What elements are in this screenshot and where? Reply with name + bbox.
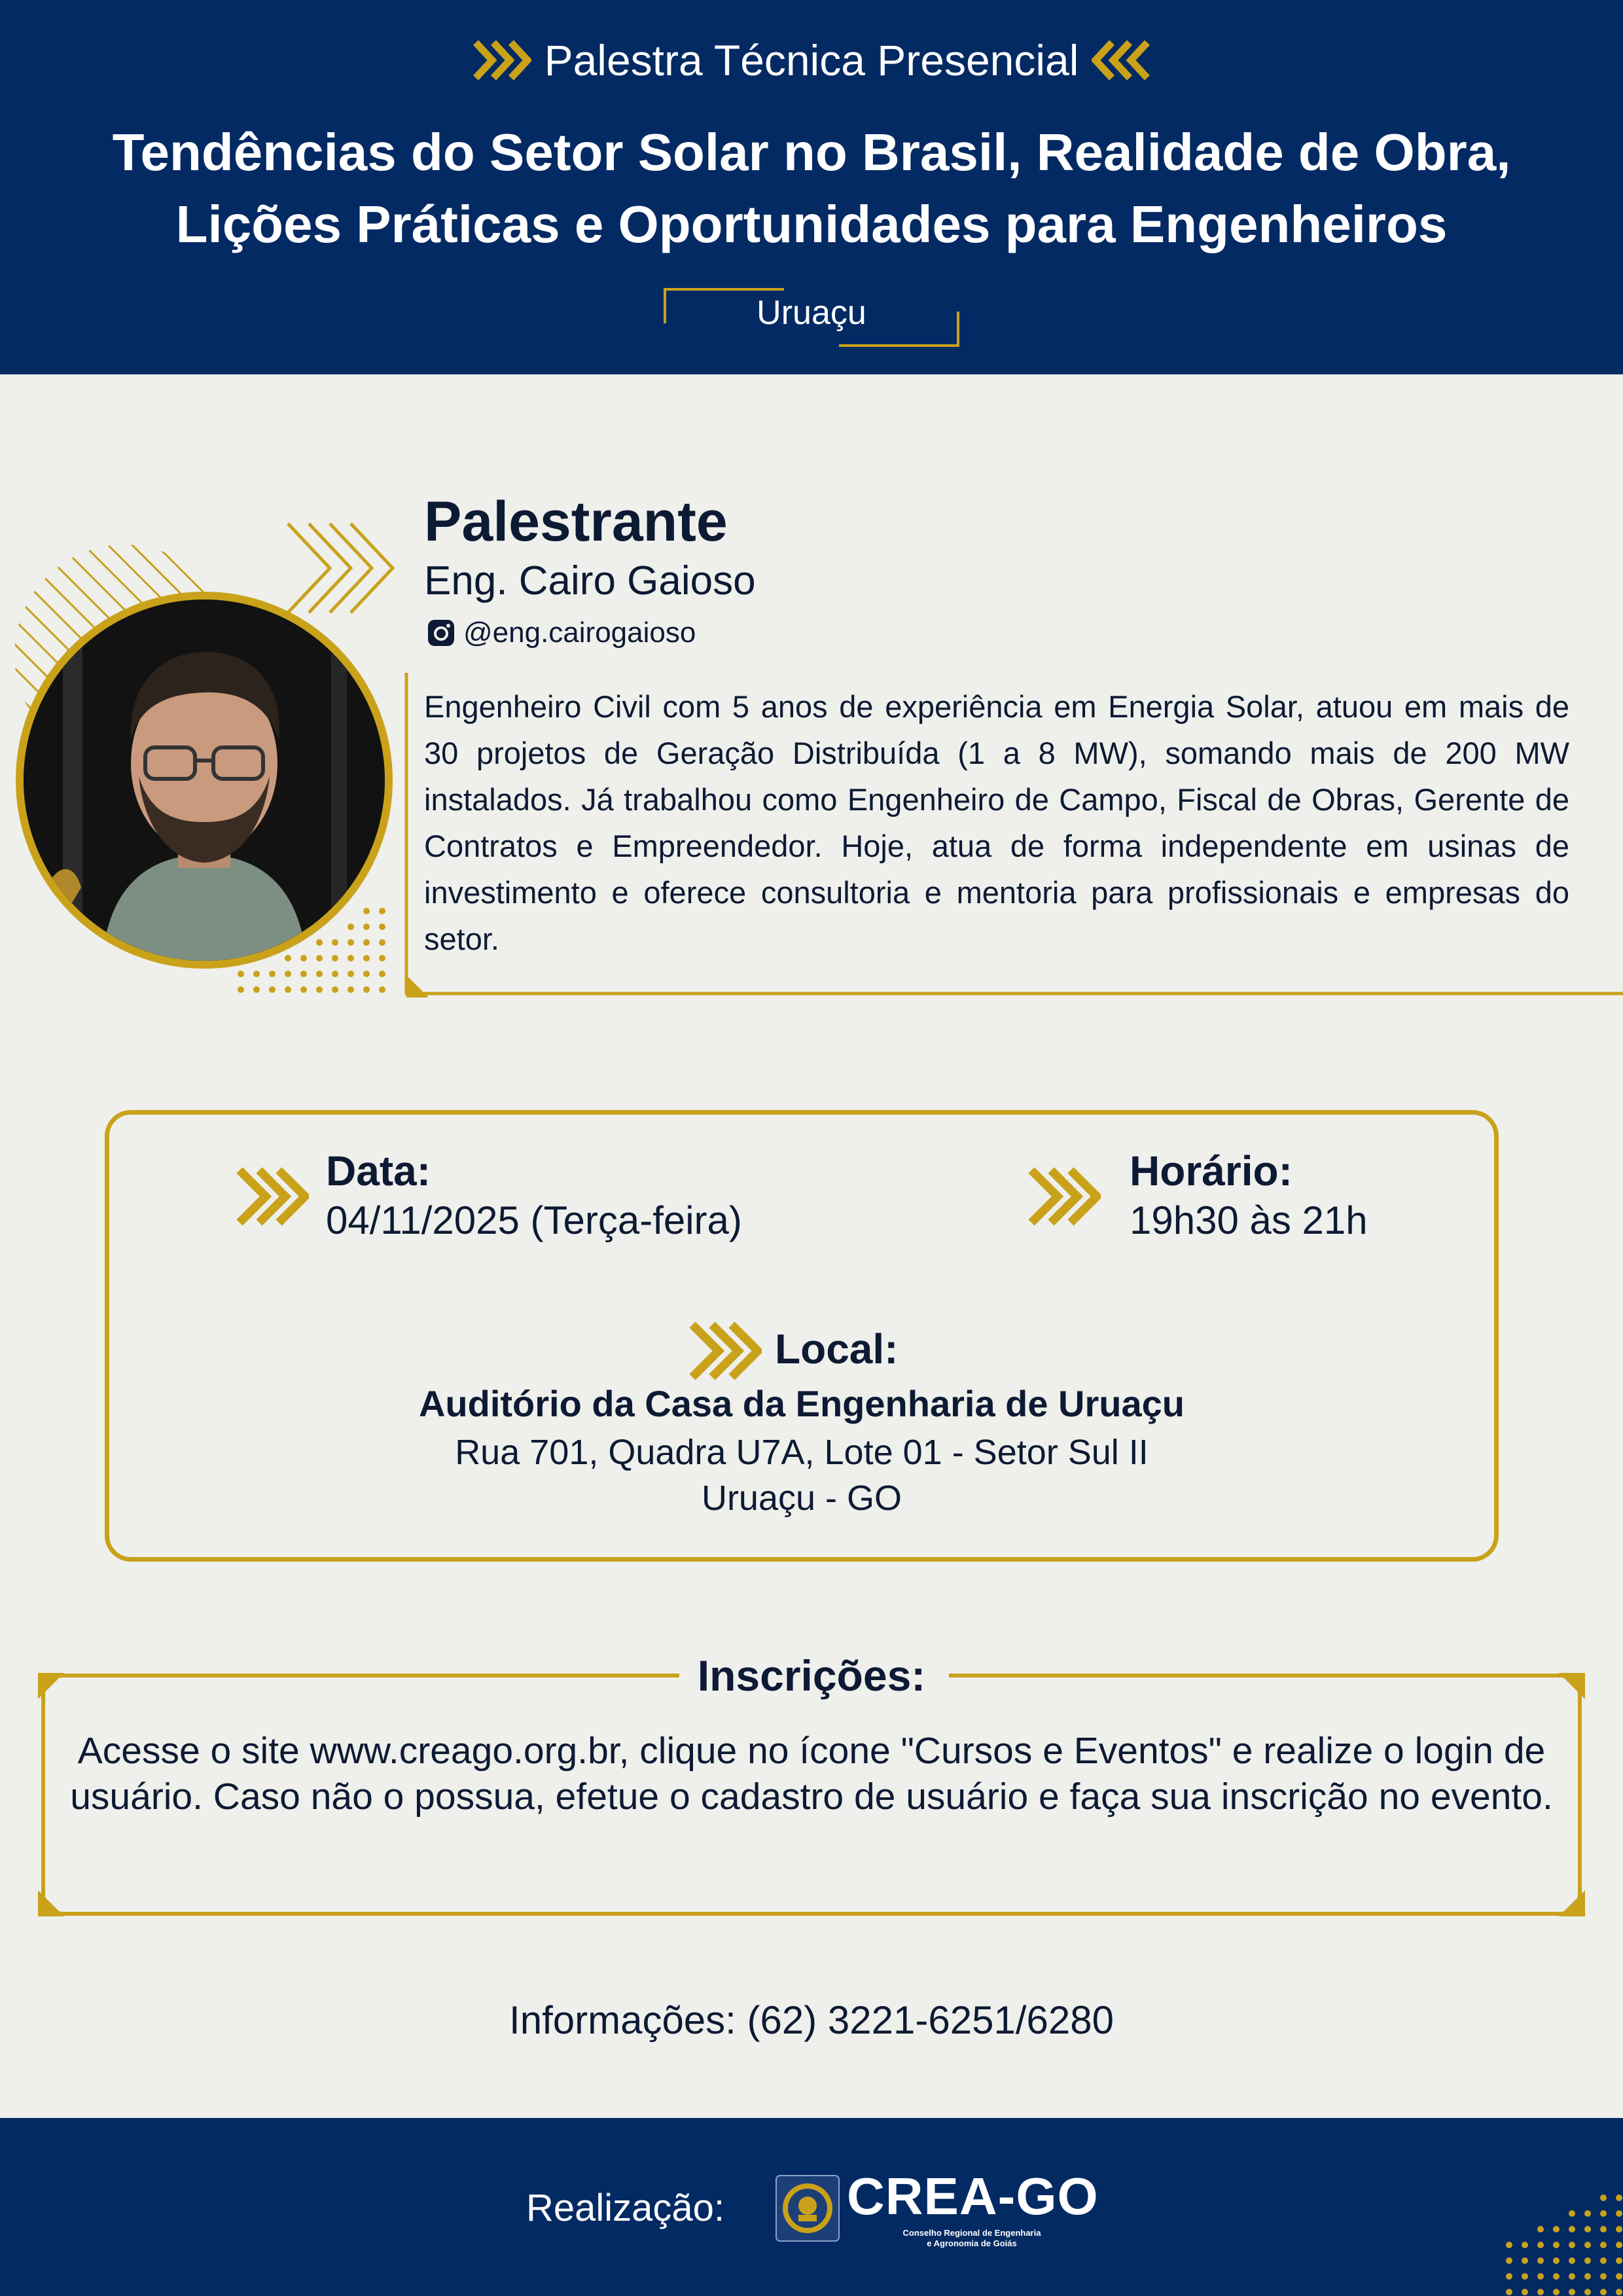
date-chevrons-icon [236, 1165, 309, 1228]
speaker-photo [16, 592, 393, 969]
place-label: Local: [775, 1325, 899, 1372]
crea-logo-subtitle: Conselho Regional de Engenharia e Agronomia de Goiás [902, 2228, 1041, 2248]
time-value: 19h30 às 21h [1130, 1198, 1368, 1242]
crea-seal-icon [775, 2174, 840, 2242]
footer-dot-grid [1505, 2193, 1623, 2296]
chevrons-right-icon [473, 37, 531, 83]
speaker-heading: Palestrante [424, 490, 728, 553]
speaker-handle[interactable] [427, 617, 696, 649]
title-line-2: Lições Práticas e Oportunidades para Engenheiros [175, 195, 1448, 253]
title-line-1: Tendências do Setor Solar no Brasil, Realidade de Obra, [112, 123, 1511, 181]
city-label: Uruaçu [757, 294, 866, 332]
registration-text: Acesse o site www.creago.org.br, clique no ícone "Cursos e Eventos" e realize o login de usuário. Caso não o possua, efetue o cadastro de usuário e faça sua inscrição no evento. [70, 1730, 1553, 1818]
kicker-text: Palestra Técnica Presencial [544, 35, 1079, 84]
registration-heading: Inscrições: [697, 1651, 926, 1700]
instagram-icon [427, 619, 455, 647]
place-chevrons-icon [688, 1319, 762, 1382]
chevron-arrows [288, 524, 393, 613]
chevrons-left-icon [1092, 37, 1150, 83]
page-title [39, 117, 1584, 260]
date-label: Data: [326, 1147, 431, 1194]
footer-label: Realização: [526, 2187, 725, 2229]
contact-info: Informações: (62) 3221-6251/6280 [509, 1998, 1114, 2042]
time-chevrons-icon [1027, 1165, 1101, 1228]
speaker-handle-text: @eng.cairogaioso [463, 617, 696, 649]
speaker-bio: Engenheiro Civil com 5 anos de experiência em Energia Solar, atuou em mais de 30 projetos de Geração Distribuída (1 a 8 MW), somando mais de 200 MW instalados. Já trabalhou como Engenheiro de Campo, Fiscal de Obras, Gerente de Contratos e Empreendedor. Hoje, atua de forma independente em usinas de investimento e oferece consultoria e mentoria para profissionais e empresas do setor. [424, 689, 1569, 956]
kicker-row [0, 31, 1623, 85]
venue-city: Uruaçu - GO [701, 1479, 902, 1518]
time-label: Horário: [1130, 1147, 1293, 1194]
date-value: 04/11/2025 (Terça-feira) [326, 1198, 742, 1242]
speaker-portrait [24, 600, 385, 961]
speaker-name: Eng. Cairo Gaioso [424, 558, 756, 603]
venue-name: Auditório da Casa da Engenharia de Uruaçu [418, 1383, 1185, 1424]
venue-street: Rua 701, Quadra U7A, Lote 01 - Setor Sul II [455, 1433, 1149, 1472]
crea-logo-text: CREA-GO [847, 2167, 1099, 2225]
